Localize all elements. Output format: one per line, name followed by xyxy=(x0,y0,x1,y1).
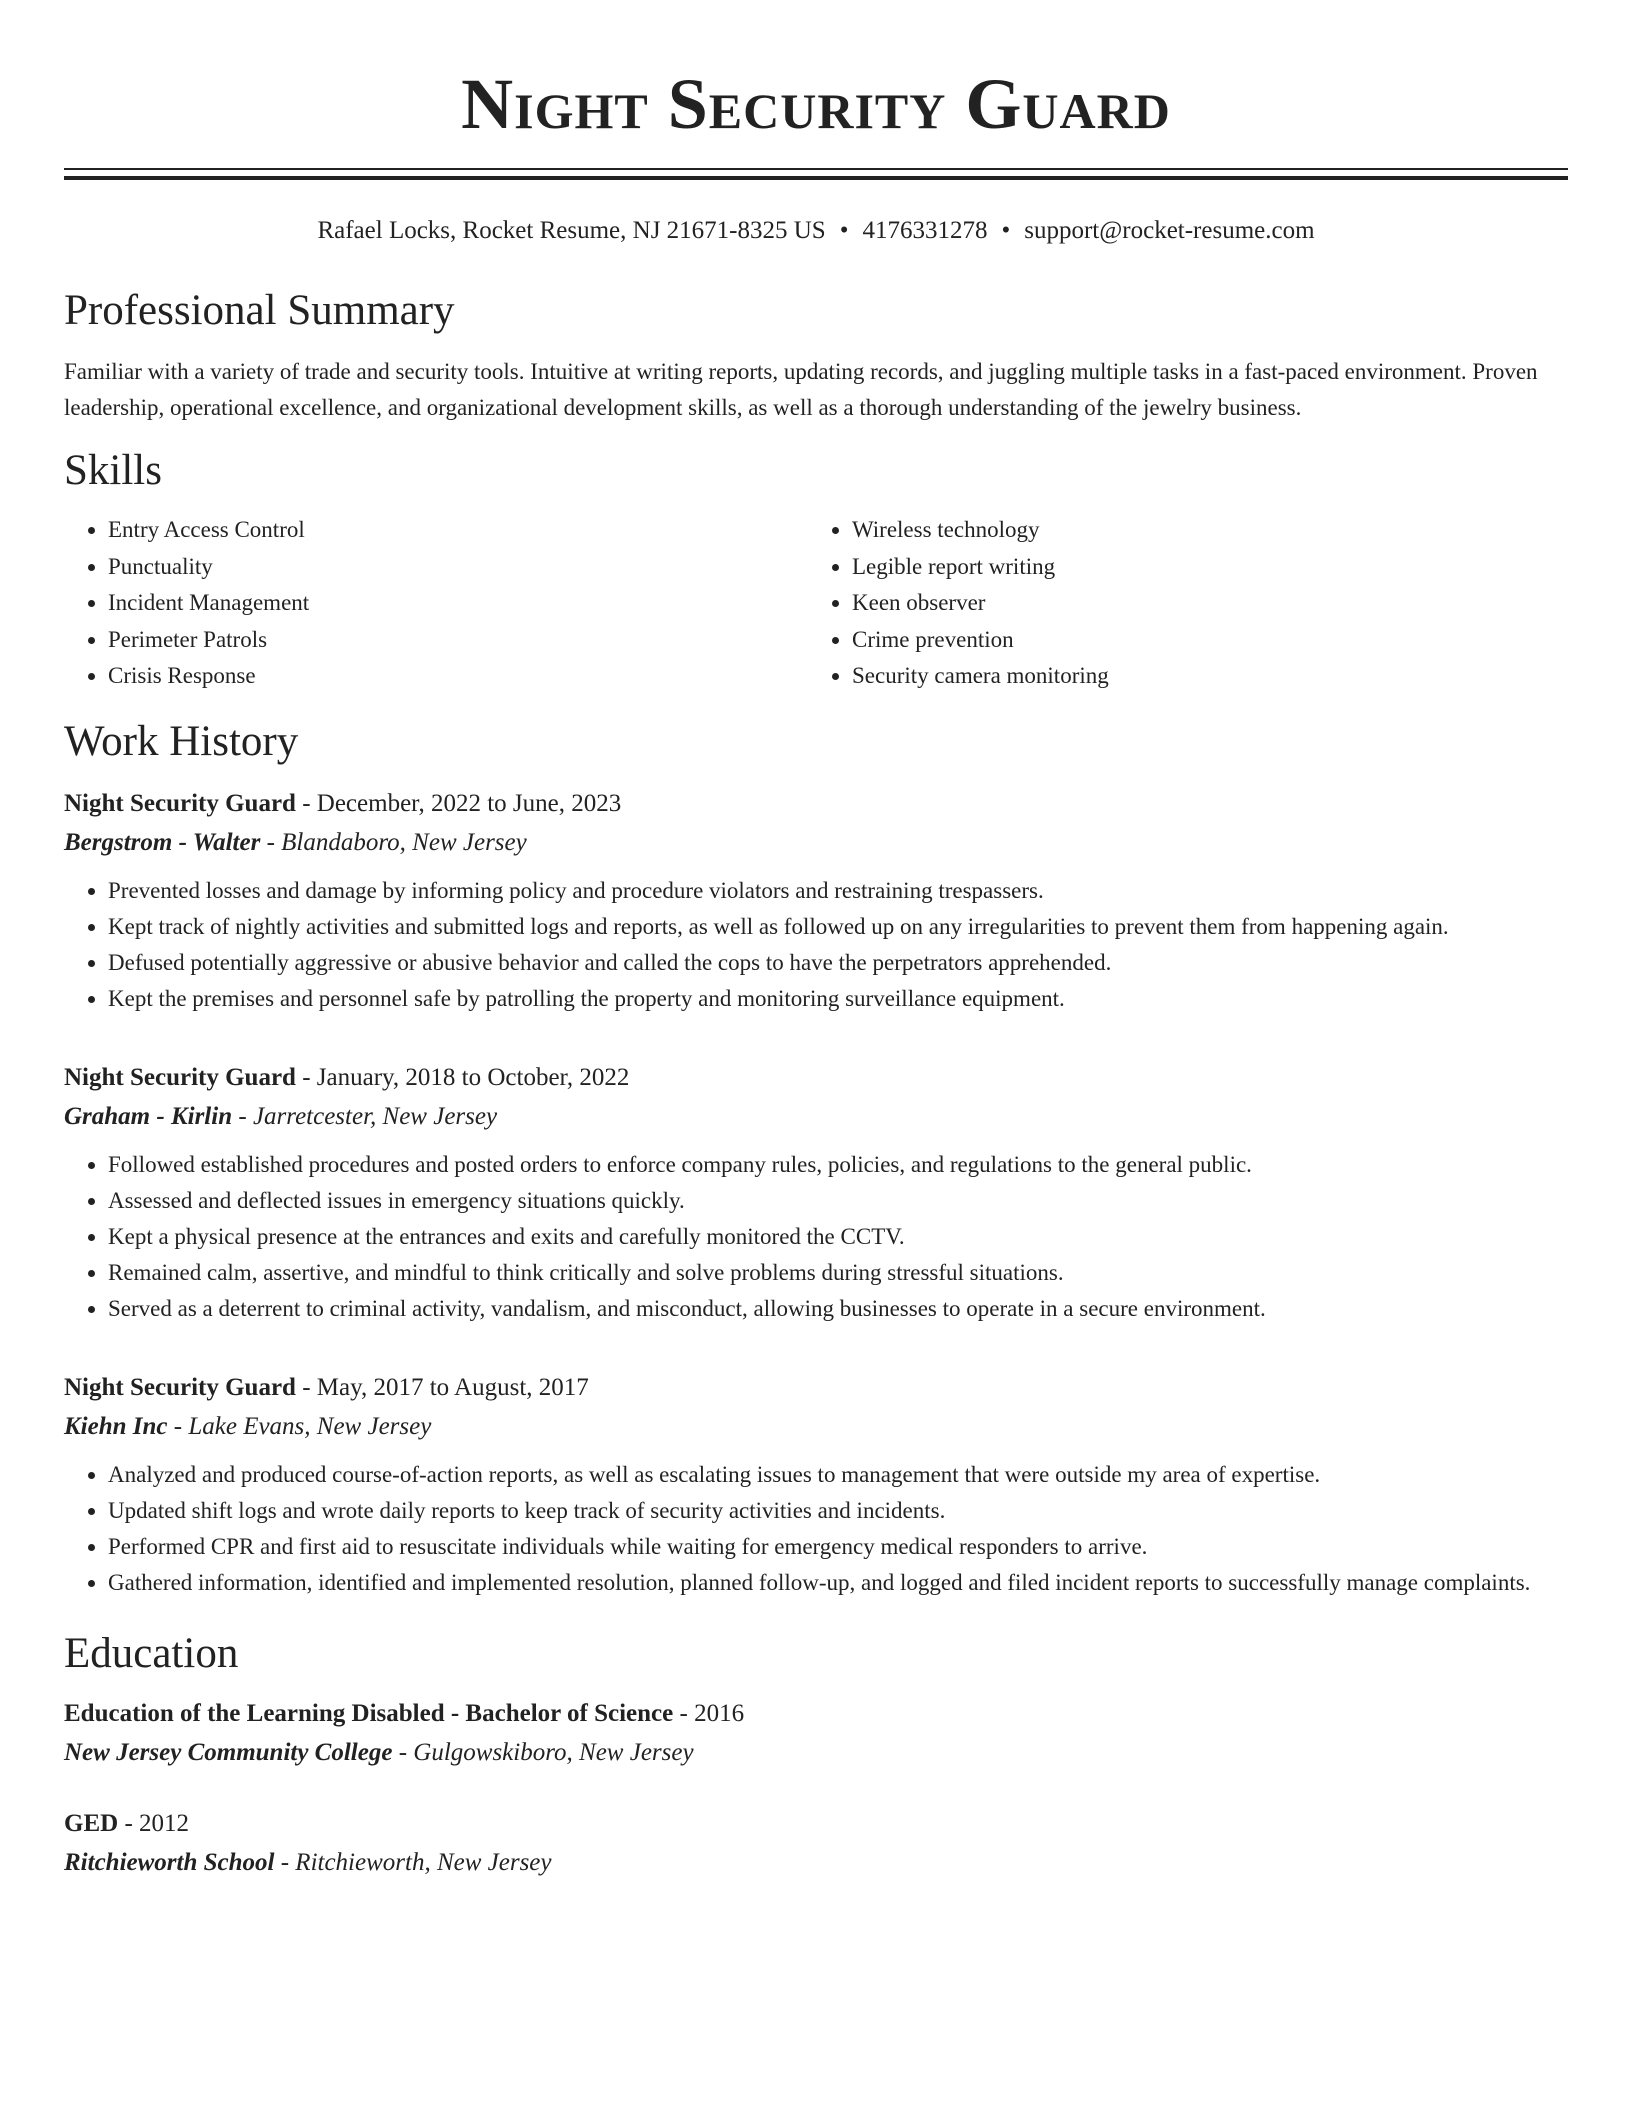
job-title: Night Security Guard xyxy=(64,1063,296,1091)
job-bullet: • Updated shift logs and wrote daily reports to keep track of security activities and incidents. xyxy=(108,1493,1568,1529)
job-bullet: • Served as a deterrent to criminal activity, vandalism, and misconduct, allowing businesses to operate in a secure environment. xyxy=(108,1291,1568,1327)
education-heading: Education of the Learning Disabled - Bachelor of Science - 2016 xyxy=(64,1699,745,1727)
job-dates: May, 2017 to August, 2017 xyxy=(316,1373,589,1401)
skill-item: • Wireless technology xyxy=(852,512,1552,549)
education-school: Ritchieworth School xyxy=(64,1848,275,1876)
resume-title: Night Security Guard xyxy=(461,64,1171,144)
job-employer: Graham - Kirlin - Jarretcester, New Jersey xyxy=(64,1102,498,1130)
contact-address: Rafael Locks, Rocket Resume, NJ 21671-8325 US xyxy=(317,217,826,244)
education-entry xyxy=(64,1805,1568,1883)
title-divider-thick xyxy=(64,176,1568,180)
education-year: 2016 xyxy=(694,1699,745,1727)
education-location: Ritchieworth, New Jersey xyxy=(295,1848,552,1876)
job-dates: December, 2022 to June, 2023 xyxy=(316,789,622,817)
contact-email: support@rocket-resume.com xyxy=(1024,217,1315,244)
job-employer: Bergstrom - Walter - Blandaboro, New Jersey xyxy=(64,828,527,856)
job-bullet: • Kept the premises and personnel safe by patrolling the property and monitoring surveillance equipment. xyxy=(108,981,1568,1017)
skill-item: • Keen observer xyxy=(852,585,1552,622)
job-bullets xyxy=(64,873,1568,1017)
job-bullet: • Gathered information, identified and implemented resolution, planned follow-up, and logged and filed incident reports to successfully manage complaints. xyxy=(108,1565,1568,1601)
education-school-line: Ritchieworth School - Ritchieworth, New Jersey xyxy=(64,1848,552,1876)
job-location: Lake Evans, New Jersey xyxy=(188,1412,432,1440)
skill-item: • Incident Management xyxy=(108,585,808,622)
skills-column-left xyxy=(64,512,808,695)
job-bullets xyxy=(64,1147,1568,1327)
job-bullets xyxy=(64,1457,1568,1601)
job-bullet: • Followed established procedures and posted orders to enforce company rules, policies, and regulations to the general public. xyxy=(108,1147,1568,1183)
summary-text: Familiar with a variety of trade and security tools. Intuitive at writing reports, updating records, and juggling multiple tasks in a fast-paced environment. Proven leadership, operational excellence, and organizational development skills, as well as a thorough understanding of the jewelry business. xyxy=(64,359,1538,420)
job-bullet: • Analyzed and produced course-of-action reports, as well as escalating issues to management that were outside my area of expertise. xyxy=(108,1457,1568,1493)
contact-separator: • xyxy=(1001,217,1011,244)
job-employer: Kiehn Inc - Lake Evans, New Jersey xyxy=(64,1412,432,1440)
job-heading: Night Security Guard - December, 2022 to June, 2023 xyxy=(64,789,622,817)
skill-item: • Perimeter Patrols xyxy=(108,622,808,659)
contact-line xyxy=(64,216,1568,246)
education-entry xyxy=(64,1695,1568,1773)
section-title-education: Education xyxy=(64,1629,239,1677)
job-bullet: • Prevented losses and damage by informing policy and procedure violators and restraining trespassers. xyxy=(108,873,1568,909)
job-bullet: • Performed CPR and first aid to resuscitate individuals while waiting for emergency medical responders to arrive. xyxy=(108,1529,1568,1565)
job-entry xyxy=(64,1369,1568,1601)
contact-separator: • xyxy=(839,217,849,244)
skill-item: • Crime prevention xyxy=(852,622,1552,659)
job-location: Jarretcester, New Jersey xyxy=(252,1102,498,1130)
education-year: 2012 xyxy=(139,1809,190,1837)
job-bullet: • Kept a physical presence at the entrances and exits and carefully monitored the CCTV. xyxy=(108,1219,1568,1255)
section-title-work-history: Work History xyxy=(64,717,299,765)
resume-page xyxy=(64,0,1568,1883)
job-bullet: • Assessed and deflected issues in emergency situations quickly. xyxy=(108,1183,1568,1219)
job-bullet: • Remained calm, assertive, and mindful to think critically and solve problems during stressful situations. xyxy=(108,1255,1568,1291)
education-degree: Education of the Learning Disabled - Bachelor of Science xyxy=(64,1699,674,1727)
skill-item: • Crisis Response xyxy=(108,658,808,695)
section-title-summary: Professional Summary xyxy=(64,287,455,334)
section-title-skills: Skills xyxy=(64,447,162,494)
skill-item: • Security camera monitoring xyxy=(852,658,1552,695)
skills-column-right xyxy=(808,512,1552,695)
job-company: Bergstrom - Walter xyxy=(64,828,261,856)
job-entry xyxy=(64,785,1568,1017)
education-heading: GED - 2012 xyxy=(64,1809,190,1837)
job-heading: Night Security Guard - January, 2018 to October, 2022 xyxy=(64,1063,630,1091)
skill-item: • Legible report writing xyxy=(852,549,1552,586)
skill-item: • Punctuality xyxy=(108,549,808,586)
job-heading: Night Security Guard - May, 2017 to August, 2017 xyxy=(64,1373,589,1401)
education-school-line: New Jersey Community College - Gulgowskiboro, New Jersey xyxy=(64,1738,694,1766)
job-company: Kiehn Inc xyxy=(64,1412,168,1440)
skill-item: • Entry Access Control xyxy=(108,512,808,549)
education-school: New Jersey Community College xyxy=(64,1738,393,1766)
job-title: Night Security Guard xyxy=(64,1373,296,1401)
job-bullet: • Defused potentially aggressive or abusive behavior and called the cops to have the perpetrators apprehended. xyxy=(108,945,1568,981)
title-divider-thin xyxy=(64,168,1568,170)
job-dates: January, 2018 to October, 2022 xyxy=(316,1063,630,1091)
job-title: Night Security Guard xyxy=(64,789,296,817)
contact-phone: 4176331278 xyxy=(862,217,988,244)
job-bullet: • Kept track of nightly activities and submitted logs and reports, as well as followed up on any irregularities to prevent them from happening again. xyxy=(108,909,1568,945)
job-location: Blandaboro, New Jersey xyxy=(281,828,527,856)
skills-list xyxy=(64,512,1568,695)
job-company: Graham - Kirlin xyxy=(64,1102,233,1130)
education-degree: GED xyxy=(64,1809,119,1837)
education-location: Gulgowskiboro, New Jersey xyxy=(413,1738,694,1766)
job-entry xyxy=(64,1059,1568,1327)
